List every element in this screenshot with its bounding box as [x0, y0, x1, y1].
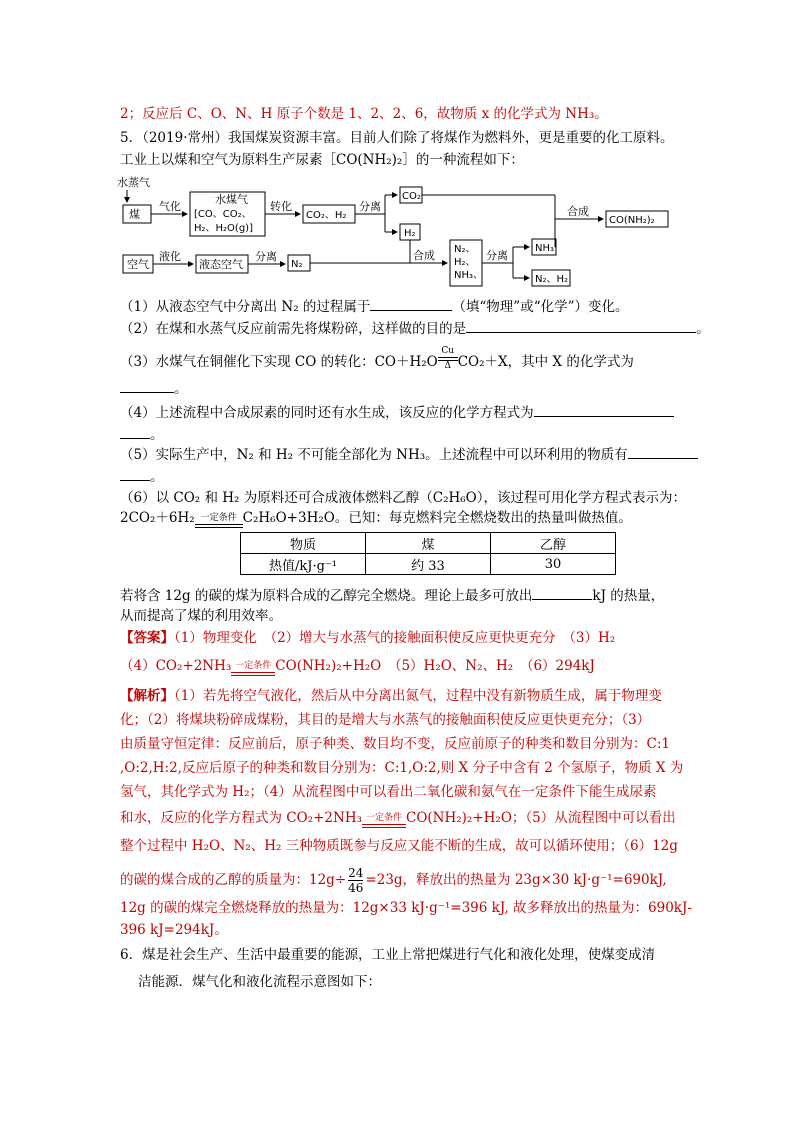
liquefy-label: 液化: [159, 250, 181, 263]
water-gas-line-1: [CO、CO₂、: [194, 209, 252, 220]
fraction: $\frac{24}{46}$: [348, 866, 364, 895]
synth-label-1: 合成: [567, 205, 589, 218]
water-gas-line-2: H₂、H₂O(g)]: [194, 223, 253, 234]
question-5-5: （5）实际生产中，N₂ 和 H₂ 不可能全部化为 NH₃。上述流程中可以环利用的物质有: [120, 444, 698, 465]
explanation-line-6: 和水，反应的化学方程式为 CO₂+2NH₃ 一定条件 CO(NH₂)₂+H₂O；（5）从流程图中可以看出: [120, 810, 676, 826]
table-header: 煤: [366, 533, 491, 554]
n2-label: N₂: [291, 259, 303, 270]
table-cell: 约 33: [366, 554, 491, 575]
prev-answer-line: 2；反应后 C、O、N、H 原子个数是 1、2、2、6，故物质 x 的化学式为 NH₃。: [120, 106, 608, 122]
water-gas-title: 水煤气: [215, 193, 248, 206]
answer-line-1: 【答案】（1）物理变化 （2）增大与水蒸气的接触面积使反应更快更充分 （3）H₂: [120, 630, 616, 646]
blank-3[interactable]: [120, 378, 174, 393]
explanation-line-8: 的碳的煤合成的乙醇的质量为：12g÷ $\frac{24}{46}$ =23g，释放出的热量为 23g×30 kJ·g⁻¹=690kJ,: [120, 866, 667, 895]
separate-label-1: 分离: [359, 200, 381, 213]
explanation-line-10: 396 kJ=294kJ。: [120, 922, 228, 938]
question-5-3: （3）水煤气在铜催化下实现 CO 的转化：CO＋H₂O $\frac{Cu}{\Delta}$ CO₂＋X，其中 X 的化学式为: [120, 346, 634, 371]
mixture-line-3: NH₃、: [454, 270, 484, 281]
question-5-heading: 5．（2019·常州）我国煤炭资源丰富。目前人们除了将煤作为燃料外，更是重要的化工原料。: [120, 130, 674, 146]
explanation-line-4: ,O:2,H:2,反应后原子的种类和数目分别为：C:1,O:2,则 X 分子中含有 2 个氢原子，物质 X 为: [120, 760, 684, 776]
question-5-3-cont: 。: [120, 378, 188, 399]
question-6-line-1: 6．煤是社会生产、生活中最重要的能源，工业上常把煤进行气化和液化处理，使煤变成清: [120, 947, 656, 963]
separate-label-2: 分离: [255, 250, 277, 263]
co2-label: CO₂: [402, 191, 421, 202]
gasify-label: 气化: [159, 200, 181, 213]
convert-label: 转化: [270, 200, 292, 213]
question-5-5-cont: 。: [120, 466, 164, 487]
table-header: 乙醇: [491, 533, 616, 554]
heat-value-table: [240, 532, 616, 575]
question-5-7: 若将含 12g 的碳的煤为原料合成的乙醇完全燃烧。理论上最多可放出 kJ 的热量，: [120, 585, 664, 606]
mixture-line-2: H₂、: [454, 257, 476, 268]
question-6-line-2: 洁能源．煤气化和液化流程示意图如下：: [138, 974, 381, 990]
explanation-line-9: 12g 的碳的煤完全燃烧释放的热量为：12g×33 kJ·g⁻¹=396 kJ, 故多释放出的热量为：690kJ-: [120, 900, 692, 916]
mixture-line-1: N₂、: [454, 244, 476, 255]
answer-line-2: （4）CO₂+2NH₃ 一定条件 CO(NH₂)₂+H₂O （5）H₂O、N₂、H₂ （6）294kJ: [120, 658, 595, 674]
question-5-7-cont: 从而提高了煤的利用效率。: [120, 608, 282, 624]
table-header: 物质: [241, 533, 366, 554]
synth-label-2: 合成: [413, 249, 435, 262]
urea-label: CO(NH₂)₂: [609, 215, 655, 226]
condition-arrow: 一定条件: [231, 661, 275, 676]
question-5-intro: 工业上以煤和空气为原料生产尿素［CO(NH₂)₂］的一种流程如下：: [120, 152, 524, 168]
coal-label: 煤: [129, 208, 140, 221]
nh3-label: NH₃: [535, 243, 555, 254]
question-5-4: （4）上述流程中合成尿素的同时还有水生成，该反应的化学方程式为: [120, 402, 674, 423]
condition-arrow: 一定条件: [195, 513, 243, 528]
explanation-line-7: 整个过程中 H₂O、N₂、H₂ 三种物质既参与反应又能不断的生成，故可以循环使用；（6）12g: [120, 838, 678, 854]
condition-arrow: 一定条件: [362, 813, 406, 828]
explanation-line-1: 【解析】（1）若先将空气液化，然后从中分离出氮气，过程中没有新物质生成，属于物理变: [120, 688, 662, 704]
cu-condition-arrow: $\frac{Cu}{\Delta}$: [438, 346, 458, 372]
question-5-6: （6）以 CO₂ 和 H₂ 为原料还可合成液体燃料乙醇（C₂H₆O），该过程可用化学方程式表示为：: [120, 490, 686, 506]
explanation-line-2: 化；（2）将煤块粉碎成煤粉，其目的是增大与水蒸气的接触面积使反应更快更充分；（3）: [120, 712, 651, 728]
blank-1[interactable]: [370, 296, 452, 311]
blank-5[interactable]: [628, 444, 698, 459]
air-label: 空气: [127, 258, 149, 271]
co2-h2-label: CO₂、H₂: [306, 210, 347, 221]
explanation-line-5: 氢气，其化学式为 H₂；（4）从流程图中可以看出二氧化碳和氨气在一定条件下能生成尿素: [120, 784, 657, 800]
question-5-2: （2）在煤和水蒸气反应前需先将煤粉碎，这样做的目的是 。: [120, 318, 710, 339]
liquid-air-label: 液态空气: [199, 258, 243, 271]
question-5-1: （1）从液态空气中分离出 N₂ 的过程属于 （填“物理”或“化学”）变化。: [120, 296, 629, 317]
explanation-line-3: 由质量守恒定律：反应前后，原子种类、数目均不变，反应前原子的种类和数目分别为：C:1: [120, 736, 670, 752]
blank-4[interactable]: [534, 402, 674, 417]
blank-2[interactable]: [466, 318, 696, 333]
table-row-label: 热值/kJ·g⁻¹: [241, 554, 366, 575]
flow-diagram: [115, 170, 695, 290]
h2-label: H₂: [404, 228, 416, 239]
n2-h2-label: N₂、H₂: [535, 274, 569, 285]
blank-6[interactable]: [532, 585, 592, 600]
question-5-6-equation: 2CO₂＋6H₂ 一定条件 C₂H₆O+3H₂O。已知：每克燃料完全燃烧数出的热量叫做热值。: [120, 510, 632, 526]
question-5-4-cont: 。: [120, 424, 164, 445]
table-cell: 30: [491, 554, 616, 575]
steam-label: 水蒸气: [117, 176, 150, 189]
separate-label-3: 分离: [486, 249, 508, 262]
